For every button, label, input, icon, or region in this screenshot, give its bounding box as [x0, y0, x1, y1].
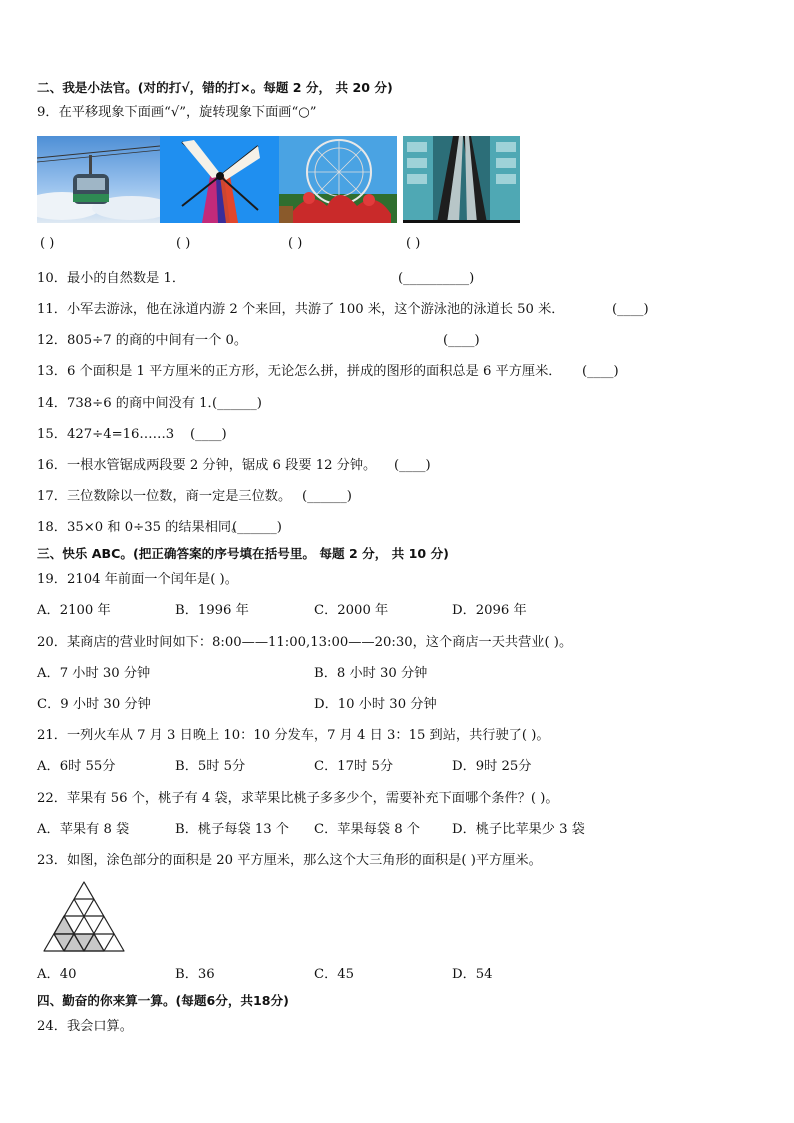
windmill-photo: [160, 136, 279, 223]
q17-blank[interactable]: (______): [302, 489, 352, 504]
q9-blank-2[interactable]: ( ): [176, 236, 191, 251]
q12-blank[interactable]: (____): [443, 333, 480, 348]
option-b[interactable]: B．5时 5分: [175, 759, 246, 774]
q11-blank[interactable]: (____): [612, 302, 649, 317]
question-17: 17．三位数除以一位数，商一定是三位数。: [37, 489, 292, 504]
option-d[interactable]: D．54: [452, 967, 493, 982]
question-23: 23．如图，涂色部分的面积是 20 平方厘米，那么这个大三角形的面积是( )平方厘米。: [37, 853, 542, 868]
option-d[interactable]: D．9时 25分: [452, 759, 532, 774]
option-c[interactable]: C．17时 5分: [314, 759, 394, 774]
option-a[interactable]: A．7 小时 30 分钟: [37, 666, 151, 681]
option-a[interactable]: A．苹果有 8 袋: [37, 822, 130, 837]
option-a[interactable]: A．6时 55分: [37, 759, 116, 774]
question-15: 15．427÷4=16……3: [37, 427, 175, 442]
option-b[interactable]: B．桃子每袋 13 个: [175, 822, 289, 837]
triangle-figure: [42, 880, 126, 954]
question-16: 16．一根水管锯成两段要 2 分钟，锯成 6 段要 12 分钟。: [37, 458, 377, 473]
q16-blank[interactable]: (____): [394, 458, 431, 473]
question-22: 22．苹果有 56 个，桃子有 4 袋，求苹果比桃子多多少个，需要补充下面哪个条件？( )。: [37, 791, 559, 806]
option-c[interactable]: C．苹果每袋 8 个: [314, 822, 420, 837]
option-c[interactable]: C．2000 年: [314, 603, 389, 618]
question-11: 11．小军去游泳，他在泳道内游 2 个来回，共游了 100 米，这个游泳池的泳道长 50 米．: [37, 302, 565, 317]
q18-blank[interactable]: (______): [232, 520, 282, 535]
option-d[interactable]: D．桃子比苹果少 3 袋: [452, 822, 585, 837]
escalator-photo: [403, 136, 520, 223]
question-20: 20．某商店的营业时间如下：8:00——11:00,13:00——20:30，这个商店一天共营业( )。: [37, 635, 573, 650]
option-c[interactable]: C．9 小时 30 分钟: [37, 697, 151, 712]
q9-blank-4[interactable]: ( ): [406, 236, 421, 251]
section-heading-choice: 三、快乐 ABC。(把正确答案的序号填在括号里。 每题 2 分， 共 10 分): [37, 546, 449, 561]
q9-blank-1[interactable]: ( ): [40, 236, 55, 251]
option-d[interactable]: D．10 小时 30 分钟: [314, 697, 437, 712]
question-13: 13．6 个面积是 1 平方厘米的正方形，无论怎么拼，拼成的图形的面积总是 6 平方厘米．: [37, 364, 562, 379]
question-24: 24．我会口算。: [37, 1019, 133, 1034]
section-heading-judge: 二、我是小法官。(对的打√，错的打×。每题 2 分， 共 20 分): [37, 80, 393, 95]
option-d[interactable]: D．2096 年: [452, 603, 527, 618]
q10-blank[interactable]: (__________): [398, 271, 475, 286]
q13-blank[interactable]: (____): [582, 364, 619, 379]
question-10: 10．最小的自然数是 1．: [37, 271, 186, 286]
ferris-wheel-photo: [279, 136, 397, 223]
q15-blank[interactable]: (____): [190, 427, 227, 442]
question-19: 19．2104 年前面一个闰年是( )。: [37, 572, 238, 587]
question-14: 14．738÷6 的商中间没有 1．: [37, 396, 221, 411]
q9-blank-3[interactable]: ( ): [288, 236, 303, 251]
question-12: 12．805÷7 的商的中间有一个 0。: [37, 333, 248, 348]
question-21: 21．一列火车从 7 月 3 日晚上 10：10 分发车，7 月 4 日 3：15 到站，共行驶了( )。: [37, 728, 550, 743]
option-a[interactable]: A．2100 年: [37, 603, 111, 618]
question-18: 18．35×0 和 0÷35 的结果相同。: [37, 520, 245, 535]
option-c[interactable]: C．45: [314, 967, 355, 982]
section-heading-calc: 四、勤奋的你来算一算。(每题6分，共18分): [37, 993, 289, 1008]
cable-car-photo: [37, 136, 160, 223]
option-a[interactable]: A．40: [37, 967, 77, 982]
option-b[interactable]: B．1996 年: [175, 603, 249, 618]
question-9: 9．在平移现象下面画“√”，旋转现象下面画“○”: [37, 105, 317, 120]
option-b[interactable]: B．8 小时 30 分钟: [314, 666, 428, 681]
q14-blank[interactable]: (______): [212, 396, 262, 411]
option-b[interactable]: B．36: [175, 967, 215, 982]
